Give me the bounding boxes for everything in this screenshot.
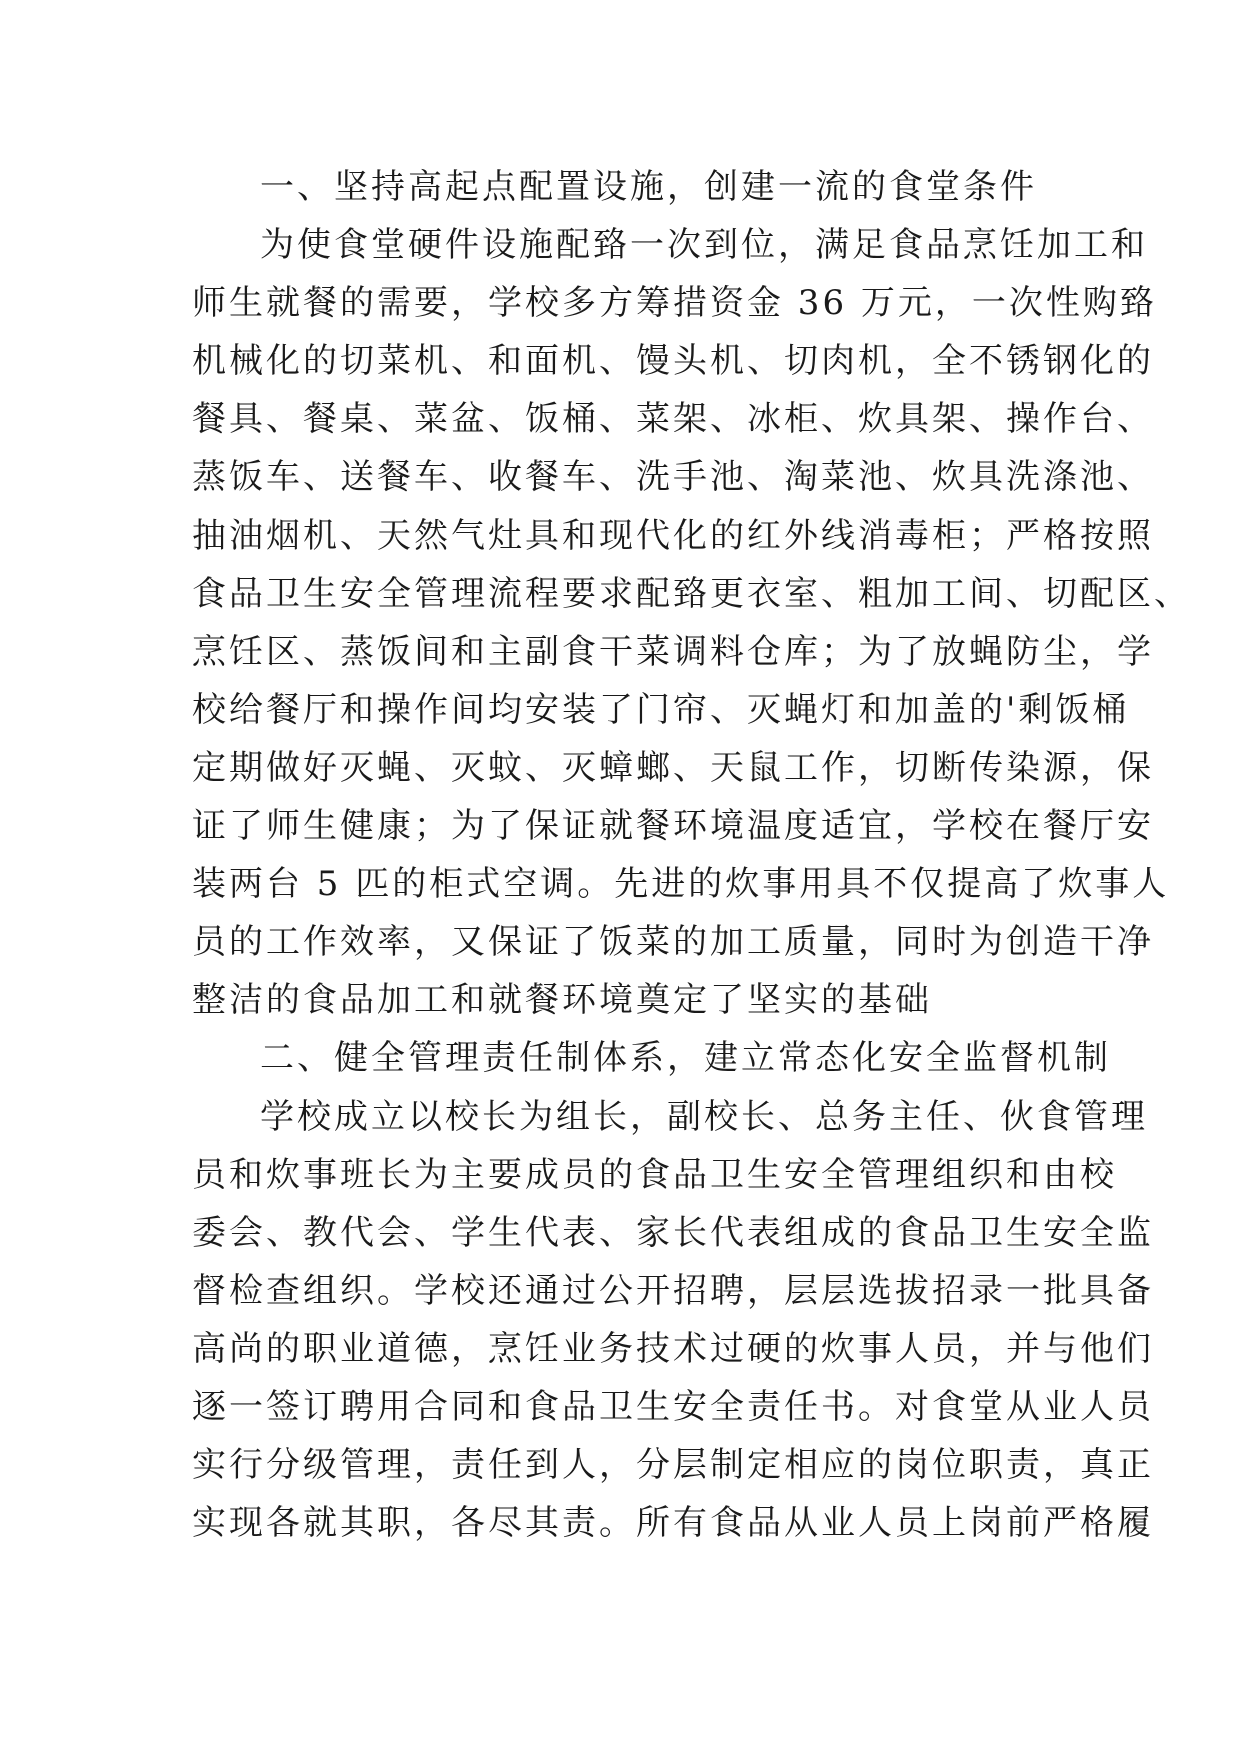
- paragraph-line: 烹饪区、蒸饭间和主副食干菜调料仓库；为了放蝇防尘，学: [192, 631, 1154, 672]
- paragraph-line: 学校成立以校长为组长，副校长、总务主任、伙食管理: [260, 1096, 1148, 1137]
- paragraph-line: 员和炊事班长为主要成员的食品卫生安全管理组织和由校: [192, 1154, 1117, 1195]
- section-heading-1: 一、坚持高起点配置设施，创建一流的食堂条件: [260, 167, 1037, 207]
- paragraph-line: 为使食堂硬件设施配臵一次到位，满足食品烹饪加工和: [260, 225, 1148, 266]
- paragraph-line: 实行分级管理，责任到人，分层制定相应的岗位职责，真正: [192, 1445, 1154, 1486]
- paragraph-line: 师生就餐的需要，学校多方筹措资金 36 万元，一次性购臵: [192, 283, 1157, 324]
- paragraph-line: 食品卫生安全管理流程要求配臵更衣室、粗加工间、切配区、: [192, 573, 1191, 614]
- paragraph-line: 实现各就其职，各尽其责。所有食品从业人员上岗前严格履: [192, 1503, 1154, 1544]
- paragraph-line: 高尚的职业道德，烹饪业务技术过硬的炊事人员，并与他们: [192, 1328, 1154, 1369]
- paragraph-line: 逐一签订聘用合同和食品卫生安全责任书。对食堂从业人员: [192, 1386, 1154, 1427]
- paragraph-line: 机械化的切菜机、和面机、馒头机、切肉机，全不锈钢化的: [192, 341, 1154, 382]
- paragraph-line: 定期做好灭蝇、灭蚊、灭蟑螂、天鼠工作，切断传染源，保: [192, 747, 1154, 788]
- paragraph-line: 校给餐厅和操作间均安装了门帘、灭蝇灯和加盖的'剩饭桶: [192, 689, 1130, 730]
- paragraph-line: 蒸饭车、送餐车、收餐车、洗手池、淘菜池、炊具洗涤池、: [192, 457, 1154, 498]
- paragraph-line: 员的工作效率，又保证了饭菜的加工质量，同时为创造干净: [192, 922, 1154, 963]
- paragraph-line: 餐具、餐桌、菜盆、饭桶、菜架、冰柜、炊具架、操作台、: [192, 399, 1154, 440]
- paragraph-line: 抽油烟机、天然气灶具和现代化的红外线消毒柜；严格按照: [192, 515, 1154, 556]
- paragraph-line: 装两台 5 匹的柜式空调。先进的炊事用具不仅提高了炊事人: [192, 864, 1170, 905]
- paragraph-line: 证了师生健康；为了保证就餐环境温度适宜，学校在餐厅安: [192, 806, 1154, 847]
- paragraph-line: 整洁的食品加工和就餐环境奠定了坚实的基础: [192, 980, 932, 1021]
- paragraph-line: 督检查组织。学校还通过公开招聘，层层选拔招录一批具备: [192, 1270, 1154, 1311]
- section-heading-2: 二、健全管理责任制体系，建立常态化安全监督机制: [260, 1038, 1111, 1079]
- document-body: [192, 158, 1191, 1552]
- paragraph-line: 委会、教代会、学生代表、家长代表组成的食品卫生安全监: [192, 1212, 1154, 1253]
